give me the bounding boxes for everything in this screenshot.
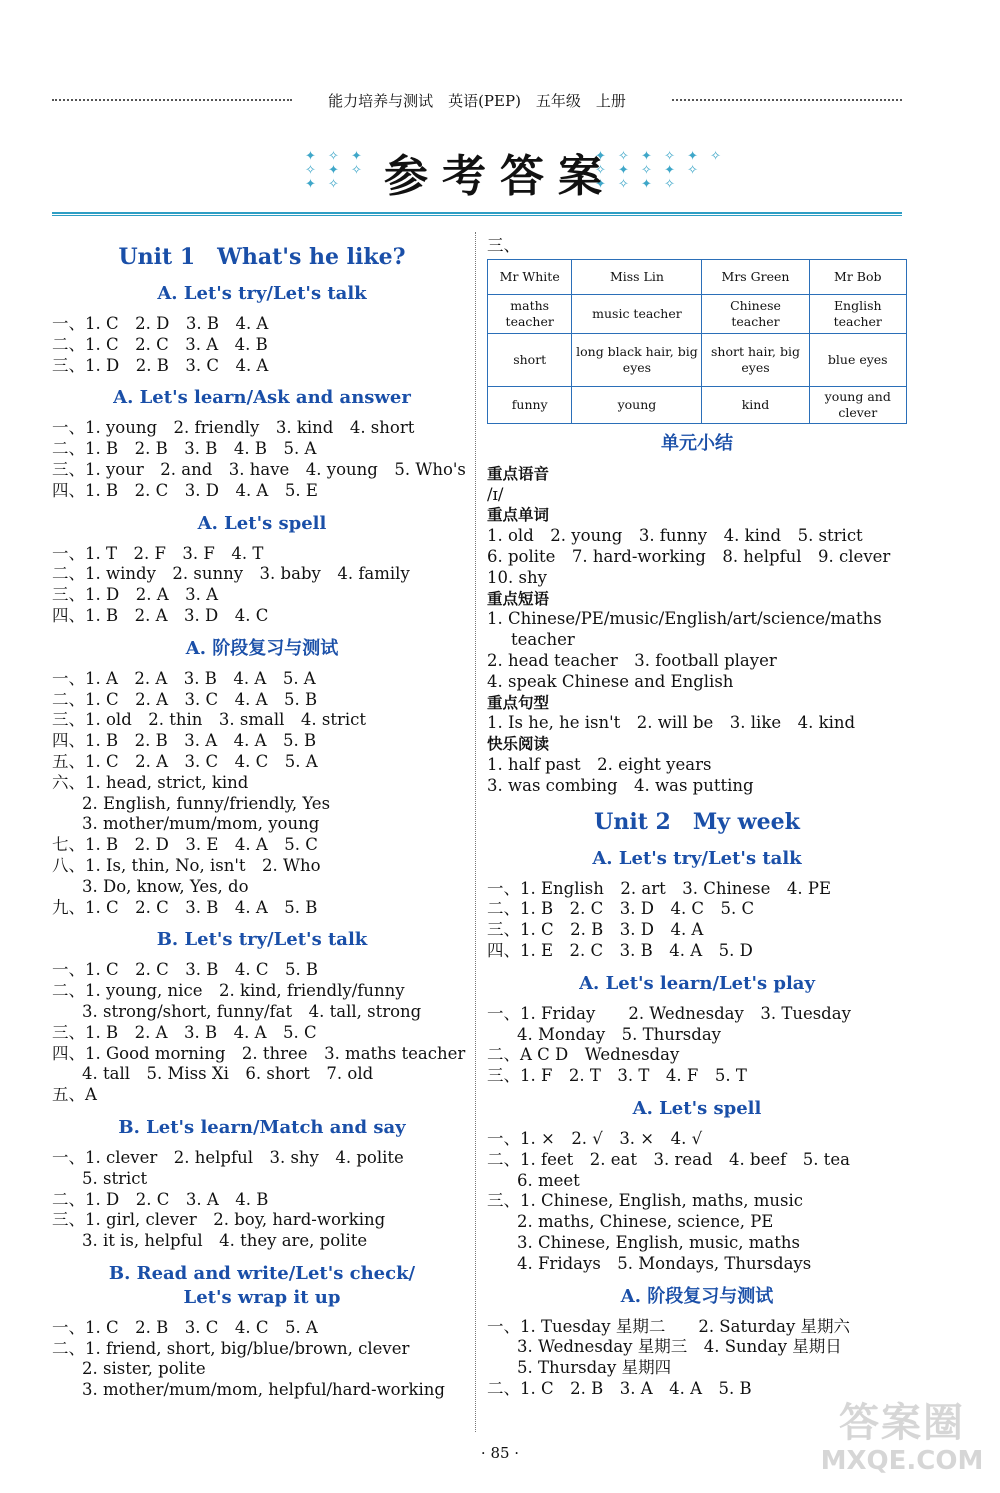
- answer-line: 3. mother/mum/mom, helpful/hard-working: [82, 1380, 445, 1400]
- answer-line: 一、1. C 2. C 3. B 4. C 5. B: [52, 960, 319, 980]
- answer-line: 一、1. Tuesday 星期二 2. Saturday 星期六: [487, 1316, 851, 1336]
- answer-line: 2. maths, Chinese, science, PE: [517, 1212, 774, 1232]
- table-cell: short hair, big eyes: [702, 333, 809, 386]
- answer-line: 4. tall 5. Miss Xi 6. short 7. old: [82, 1064, 374, 1084]
- table-cell: long black hair, big eyes: [572, 333, 702, 386]
- summary-title: 单元小结: [661, 432, 733, 454]
- answer-line: 一、1. C 2. D 3. B 4. A: [52, 314, 269, 333]
- answer-line: 一、1. clever 2. helpful 3. shy 4. polite: [52, 1147, 404, 1167]
- answer-line: 6. polite 7. hard-working 8. helpful 9. clever: [487, 546, 891, 566]
- answer-line: 5. strict: [82, 1168, 148, 1188]
- section-heading: A. 阶段复习与测试: [620, 1285, 774, 1307]
- subheading: 重点句型: [487, 693, 550, 712]
- section-heading: A. Let's try/Let's talk: [592, 847, 802, 869]
- subheading: 快乐阅读: [487, 735, 550, 754]
- answer-line: 四、1. B 2. C 3. D 4. A 5. E: [52, 480, 318, 500]
- answer-line: 一、1. English 2. art 3. Chinese 4. PE: [487, 878, 831, 898]
- answer-line: 四、1. E 2. C 3. B 4. A 5. D: [487, 940, 753, 960]
- answer-line: 6. meet: [517, 1170, 580, 1190]
- answer-line: 二、1. C 2. A 3. C 4. A 5. B: [52, 689, 318, 709]
- answer-line: 三、1. D 2. B 3. C 4. A: [52, 355, 269, 375]
- answer-line: 3. strong/short, funny/fat 4. tall, strong: [82, 1001, 422, 1021]
- column-divider: [475, 232, 476, 1432]
- header-dotted-rule-left: [52, 99, 292, 101]
- watermark-logo: [812, 1400, 992, 1476]
- answer-line: 二、A C D Wednesday: [487, 1045, 680, 1065]
- answer-line: 四、1. Good morning 2. three 3. maths teacher: [52, 1043, 466, 1063]
- answer-line: 1. Is he, he isn't 2. will be 3. like 4. kind: [487, 713, 856, 733]
- answer-line: 四、1. B 2. B 3. A 4. A 5. B: [52, 731, 317, 751]
- subheading: 重点语音: [487, 464, 550, 483]
- page-number: · 85 ·: [480, 1444, 520, 1462]
- title-rule-thin: [52, 215, 902, 216]
- answer-line: 三、1. Chinese, English, maths, music: [487, 1191, 803, 1211]
- section-heading: B. Let's try/Let's talk: [156, 929, 368, 951]
- unit-1-title: Unit 1 What's he like?: [118, 244, 406, 270]
- table-cell: kind: [702, 386, 809, 423]
- table-cell: English teacher: [809, 294, 906, 333]
- answer-line: 三、1. F 2. T 3. T 4. F 5. T: [487, 1066, 747, 1086]
- answer-line: 九、1. C 2. C 3. B 4. A 5. B: [52, 897, 318, 917]
- table-cell: blue eyes: [809, 333, 906, 386]
- answer-line: 4. Monday 5. Thursday: [517, 1024, 721, 1044]
- watermark-text: 答案圈: [839, 1400, 965, 1446]
- answer-line: 3. it is, helpful 4. they are, polite: [82, 1231, 368, 1251]
- title-rule: [52, 212, 902, 214]
- answer-line: 八、1. Is, thin, No, isn't 2. Who: [52, 855, 321, 875]
- section-heading-cont: Let's wrap it up: [183, 1286, 341, 1308]
- answer-line: 1. half past 2. eight years: [487, 754, 712, 774]
- answer-line: 一、1. A 2. A 3. B 4. A 5. A: [52, 668, 316, 688]
- answer-line: 二、1. D 2. C 3. A 4. B: [52, 1189, 269, 1209]
- header-dotted-rule-right: [672, 99, 902, 101]
- decorative-dots-left: ✦ ✧ ✦ ✧ ✦ ✧ ✦ ✧: [305, 149, 366, 192]
- table-cell: young: [572, 386, 702, 423]
- answer-line: 4. Fridays 5. Mondays, Thursdays: [517, 1253, 812, 1273]
- table-cell: young and clever: [809, 386, 906, 423]
- section-heading: A. Let's learn/Ask and answer: [113, 387, 411, 409]
- running-title: 能力培养与测试 英语(PEP) 五年级 上册: [320, 92, 634, 110]
- teacher-table: [487, 259, 907, 424]
- answer-line: 三、1. your 2. and 3. have 4. young 5. Who's: [52, 459, 466, 479]
- answer-line: 10. shy: [487, 567, 547, 587]
- answer-line: 二、1. C 2. C 3. A 4. B: [52, 334, 268, 354]
- section-heading: A. Let's spell: [632, 1097, 762, 1119]
- section-heading: A. 阶段复习与测试: [185, 637, 339, 659]
- title-block: [0, 140, 1000, 204]
- answer-line: 三、: [487, 236, 520, 255]
- answer-line: 2. sister, polite: [82, 1359, 206, 1379]
- answer-line: 4. speak Chinese and English: [487, 671, 734, 691]
- answer-line: 三、1. C 2. B 3. D 4. A: [487, 920, 704, 940]
- table-cell: Miss Lin: [572, 259, 702, 294]
- answer-line: 3. Chinese, English, music, maths: [517, 1232, 800, 1252]
- table-cell: funny: [488, 386, 572, 423]
- section-heading: A. Let's learn/Let's play: [579, 972, 815, 994]
- answer-line: 2. English, funny/friendly, Yes: [82, 793, 331, 813]
- answer-line: 3. mother/mum/mom, young: [82, 814, 320, 834]
- answer-line: 七、1. B 2. D 3. E 4. A 5. C: [52, 835, 318, 855]
- answer-line: /ɪ/: [487, 484, 504, 504]
- unit-2-title: Unit 2 My week: [594, 808, 800, 835]
- table-cell: music teacher: [572, 294, 702, 333]
- answer-line: 六、1. head, strict, kind: [52, 772, 249, 792]
- right-column: [487, 236, 907, 1400]
- answer-line: 三、1. old 2. thin 3. small 4. strict: [52, 710, 367, 730]
- decorative-dots-right: ✦ ✧ ✦ ✧ ✦ ✧ ✧ ✦ ✧ ✦ ✧ ✦ ✧ ✦ ✧: [595, 149, 726, 192]
- watermark-url: MXQE.COM: [820, 1446, 984, 1476]
- answer-line: 三、1. B 2. A 3. B 4. A 5. C: [52, 1022, 317, 1042]
- answer-line: 二、1. young, nice 2. kind, friendly/funny: [52, 981, 405, 1001]
- answer-line: 二、1. feet 2. eat 3. read 4. beef 5. tea: [487, 1149, 850, 1169]
- section-heading: B. Let's learn/Match and say: [118, 1116, 406, 1138]
- table-cell: Mr White: [488, 259, 572, 294]
- answer-line: 二、1. friend, short, big/blue/brown, clever: [52, 1338, 410, 1358]
- subheading: 重点短语: [487, 589, 550, 608]
- answer-line: 三、1. girl, clever 2. boy, hard-working: [52, 1210, 386, 1230]
- answer-line: 2. head teacher 3. football player: [487, 650, 777, 670]
- table-cell: Mr Bob: [809, 259, 906, 294]
- table-cell: maths teacher: [488, 294, 572, 333]
- answer-line: 二、1. windy 2. sunny 3. baby 4. family: [52, 564, 410, 584]
- answer-line: 5. Thursday 星期四: [517, 1358, 672, 1378]
- answer-line: 二、1. C 2. B 3. A 4. A 5. B: [487, 1378, 752, 1398]
- answer-line: 二、1. B 2. C 3. D 4. C 5. C: [487, 899, 755, 919]
- answer-line: 四、1. B 2. A 3. D 4. C: [52, 605, 269, 625]
- section-heading: A. Let's spell: [197, 512, 327, 534]
- answer-line: 1. old 2. young 3. funny 4. kind 5. strict: [487, 526, 863, 546]
- left-column: [52, 236, 472, 1401]
- table-cell: Chinese teacher: [702, 294, 809, 333]
- answer-line: teacher: [511, 630, 575, 650]
- answer-line: 3. was combing 4. was putting: [487, 775, 754, 795]
- answer-line: 一、1. young 2. friendly 3. kind 4. short: [52, 418, 415, 438]
- answer-line: 五、1. C 2. A 3. C 4. C 5. A: [52, 751, 318, 771]
- answer-line: 一、1. T 2. F 3. F 4. T: [52, 543, 264, 563]
- table-cell: Mrs Green: [702, 259, 809, 294]
- answer-line: 一、1. C 2. B 3. C 4. C 5. A: [52, 1317, 318, 1337]
- section-heading: B. Read and write/Let's check/: [108, 1262, 416, 1284]
- page-title: 参考答案: [384, 151, 616, 202]
- answer-line: 五、A: [52, 1085, 97, 1105]
- answer-line: 三、1. D 2. A 3. A: [52, 585, 219, 605]
- answer-line: 3. Do, know, Yes, do: [82, 876, 249, 896]
- answer-line: 3. Wednesday 星期三 4. Sunday 星期日: [517, 1337, 842, 1357]
- answer-line: 一、1. Friday 2. Wednesday 3. Tuesday: [487, 1003, 851, 1023]
- subheading: 重点单词: [487, 506, 550, 525]
- answer-line: 二、1. B 2. B 3. B 4. B 5. A: [52, 439, 317, 459]
- table-cell: short: [488, 333, 572, 386]
- answer-line: 1. Chinese/PE/music/English/art/science/maths: [487, 609, 882, 629]
- running-header: [52, 90, 902, 111]
- answer-line: 一、1. × 2. √ 3. × 4. √: [487, 1128, 703, 1148]
- section-heading: A. Let's try/Let's talk: [157, 283, 367, 304]
